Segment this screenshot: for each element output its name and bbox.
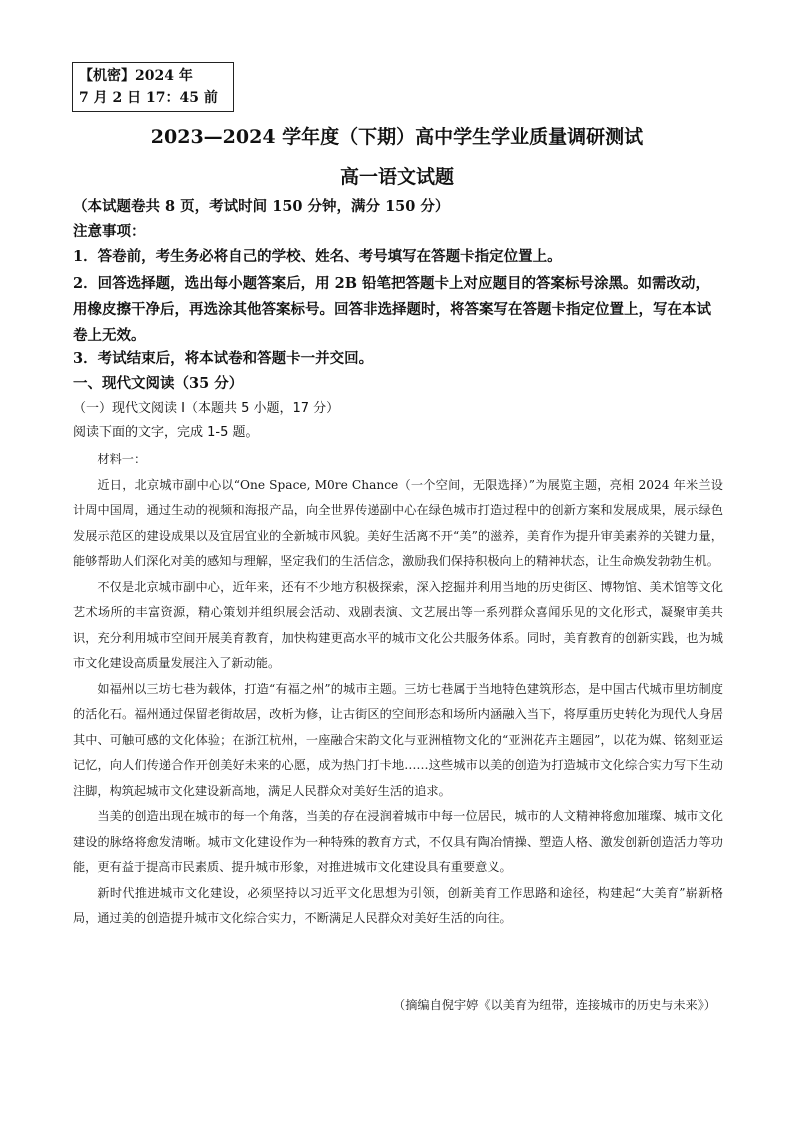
confidential-line-1: 【机密】2024 年 (79, 68, 193, 84)
material-label: 材料一： (97, 452, 147, 466)
paragraph: 新时代推进城市文化建设，必须坚持以习近平文化思想为引领，创新美育工作思路和途径，构建起“大美育”崭新格局，通过美的创造提升城市文化综合实力，不断满足人民群众对美好生活的向往。 (73, 885, 723, 925)
confidential-stamp-box (72, 62, 234, 112)
exam-subtitle: 高一语文试题 (339, 166, 454, 188)
notice-heading: 注意事项： (73, 223, 146, 240)
notice-item-2: 2．回答选择题，选出每小题答案后，用 2B 铅笔把答题卡上对应题目的答案标号涂黑。如需改动，用橡皮擦干净后，再选涂其他答案标号。回答非选择题时，将答案写在答题卡指定位置上，写在本试卷上无效。 (73, 275, 711, 344)
subsection-heading: （一）现代文阅读 I（本题共 5 小题，17 分） (73, 401, 340, 416)
exam-info: （本试题卷共 8 页，考试时间 150 分钟，满分 150 分） (73, 198, 450, 215)
section-heading: 一、现代文阅读（35 分） (73, 375, 244, 392)
notice-item-1: 1．答卷前，考生务必将自己的学校、姓名、考号填写在答题卡指定位置上。 (73, 248, 562, 265)
paragraph: 如福州以三坊七巷为载体，打造“有福之州”的城市主题。三坊七巷属于当地特色建筑形态，是中国古代城市里坊制度的活化石。福州通过保留老街故居，改析为修，让古街区的空间形态和场所内涵融入当下，将厚重历史转化为现代人身居其中、可触可感的文化体验；在浙江杭州，一座融合宋韵文化与亚洲植物文化的“亚洲花卉主题园”，以花为媒、铭刻亚运记忆，向人们传递合作开创美好未来的心愿，成为热门打卡地……这些城市以美的创造为打造城市文化综合实力写下生动注脚，构筑起城市文化建设新高地，满足人民群众对美好生活的追求。 (73, 681, 723, 798)
paragraph: 不仅是北京城市副中心，近年来，还有不少地方积极探索，深入挖掘并利用当地的历史街区、博物馆、美术馆等文化艺术场所的丰富资源，精心策划并组织展会活动、戏剧表演、文艺展出等一系列群众喜闻乐见的文化形式，凝聚审美共识，充分利用城市空间开展美育教育，加快构建更高水平的城市文化公共服务体系。同时，美育教育的创新实践，也为城市文化建设高质量发展注入了新动能。 (73, 579, 723, 670)
paragraph: 近日，北京城市副中心以“One Space, M0re Chance（一个空间，无限选择）”为展览主题，亮相 2024 年米兰设计周中国周，通过生动的视频和海报产品，向全世界传递副中心在绿色城市打造过程中的创新方案和发展成果，展示绿色发展示范区的建设成果以及宜居宜业的全新城市风貌。美好生活离不开“美”的滋养，美育作为提升审美素养的关键力量，能够帮助人们深化对美的感知与理解，坚定我们的生活信念，激励我们保持积极向上的精神状态，让生命焕发勃勃生机。 (73, 477, 723, 568)
source-citation: （摘编自倪宇婷《以美育为纽带，连接城市的历史与未来》） (393, 998, 716, 1012)
paragraph: 当美的创造出现在城市的每一个角落，当美的存在浸润着城市中每一位居民，城市的人文精神将愈加璀璨、城市文化建设的脉络将愈发清晰。城市文化建设作为一种特殊的教育方式，不仅具有陶冶情操、塑造人格、激发创新创造活力等功能，更有益于提高市民素质、提升城市形象，对推进城市文化建设具有重要意义。 (73, 809, 723, 874)
reading-material (73, 447, 723, 932)
reading-instruction: 阅读下面的文字，完成 1-5 题。 (73, 425, 259, 440)
notice-item-3: 3．考试结束后，将本试卷和答题卡一并交回。 (73, 350, 374, 367)
confidential-line-2: 7 月 2 日 17：45 前 (79, 90, 218, 106)
exam-title: 2023—2024 学年度（下期）高中学生学业质量调研测试 (150, 126, 644, 148)
